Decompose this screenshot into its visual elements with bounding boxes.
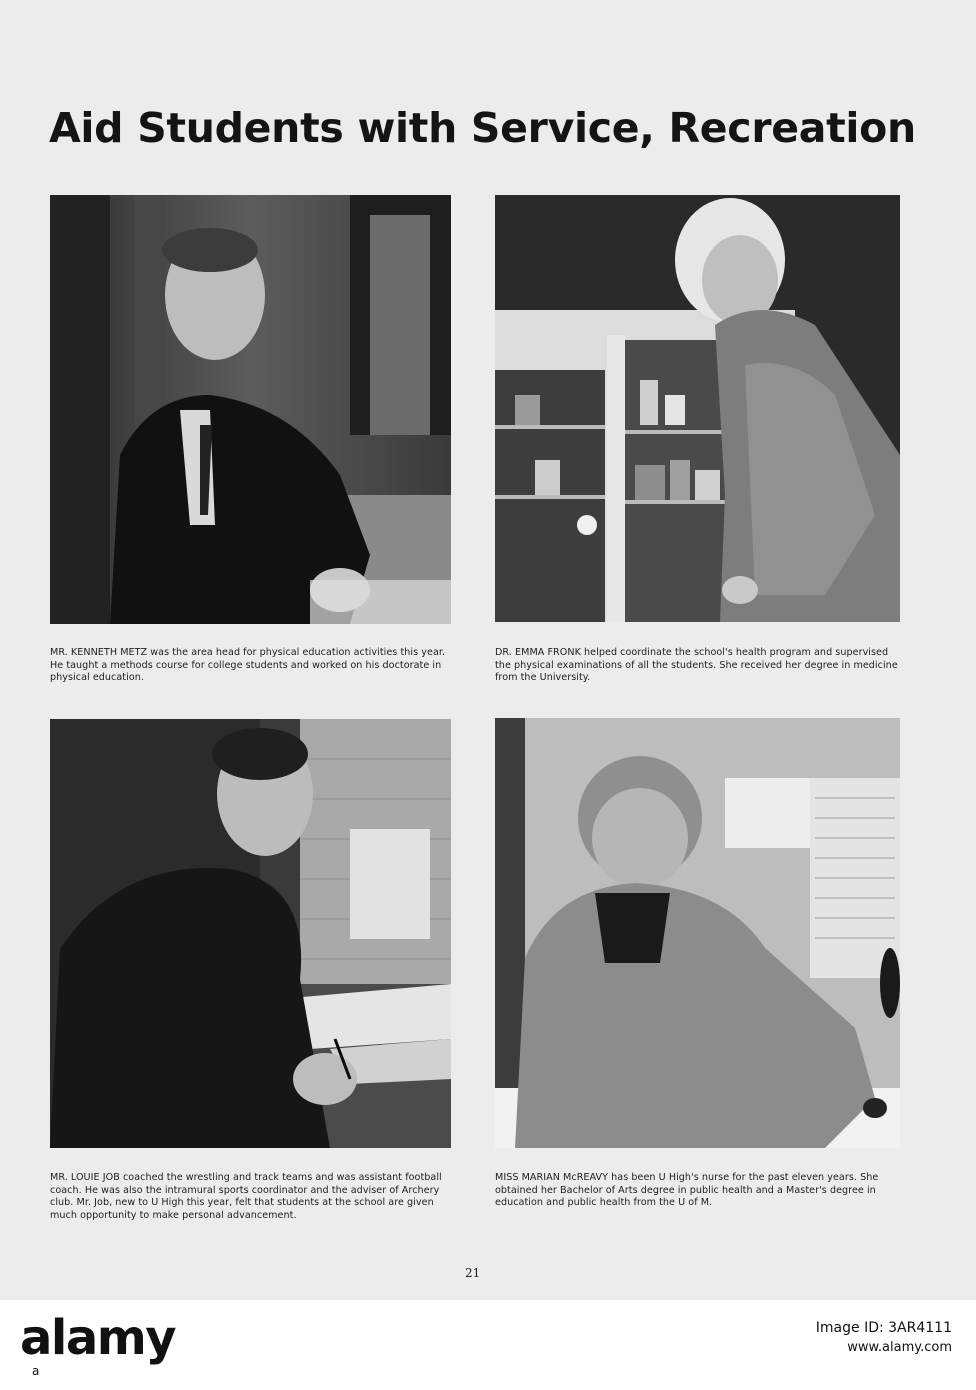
caption-text: was the area head for physical education activities this year. He taught a methods course for college students and worked on his doctorate in physical education. (50, 647, 446, 684)
caption-kenneth-metz (50, 647, 455, 685)
caption-name: MR. LOUIE JOB (50, 1172, 120, 1183)
photo-kenneth-metz (50, 195, 451, 624)
photo-louie-job (50, 719, 451, 1148)
photo-emma-fronk (495, 195, 900, 622)
caption-name: DR. EMMA FRONK (495, 647, 581, 658)
caption-marian-mcreavy (495, 1172, 900, 1210)
stock-footer (0, 1300, 976, 1390)
page-number: 21 (465, 1266, 481, 1280)
photo-marian-mcreavy (495, 718, 900, 1148)
caption-louie-job (50, 1172, 455, 1222)
photo-kenneth-metz-image (50, 195, 451, 624)
stock-logo-mark: a (32, 1364, 40, 1378)
stock-logo: alamy (20, 1310, 176, 1366)
stock-url[interactable]: www.alamy.com (847, 1340, 952, 1355)
caption-name: MISS MARIAN McREAVY (495, 1172, 609, 1183)
caption-text: has been U High's nurse for the past eleven years. She obtained her Bachelor of Arts degree in public health and a Master's degree in education and public health from the U of M. (495, 1172, 879, 1209)
caption-emma-fronk (495, 647, 900, 685)
photo-marian-mcreavy-image (495, 718, 900, 1148)
photo-louie-job-image (50, 719, 451, 1148)
stock-meta (816, 1318, 952, 1358)
caption-text: coached the wrestling and track teams and was assistant football coach. He was also the intramural sports coordinator and the adviser of Archery club. Mr. Job, new to U High this year, felt that students at the school are given much opportunity to make personal advancement. (50, 1172, 442, 1221)
photo-emma-fronk-image (495, 195, 900, 622)
caption-name: MR. KENNETH METZ (50, 647, 148, 658)
stock-image-id: Image ID: 3AR4111 (815, 1320, 952, 1336)
page-headline: Aid Students with Service, Recreation (49, 104, 916, 152)
caption-text: helped coordinate the school's health program and supervised the physical examinations of all the students. She received her degree in medicine from the University. (495, 647, 898, 684)
